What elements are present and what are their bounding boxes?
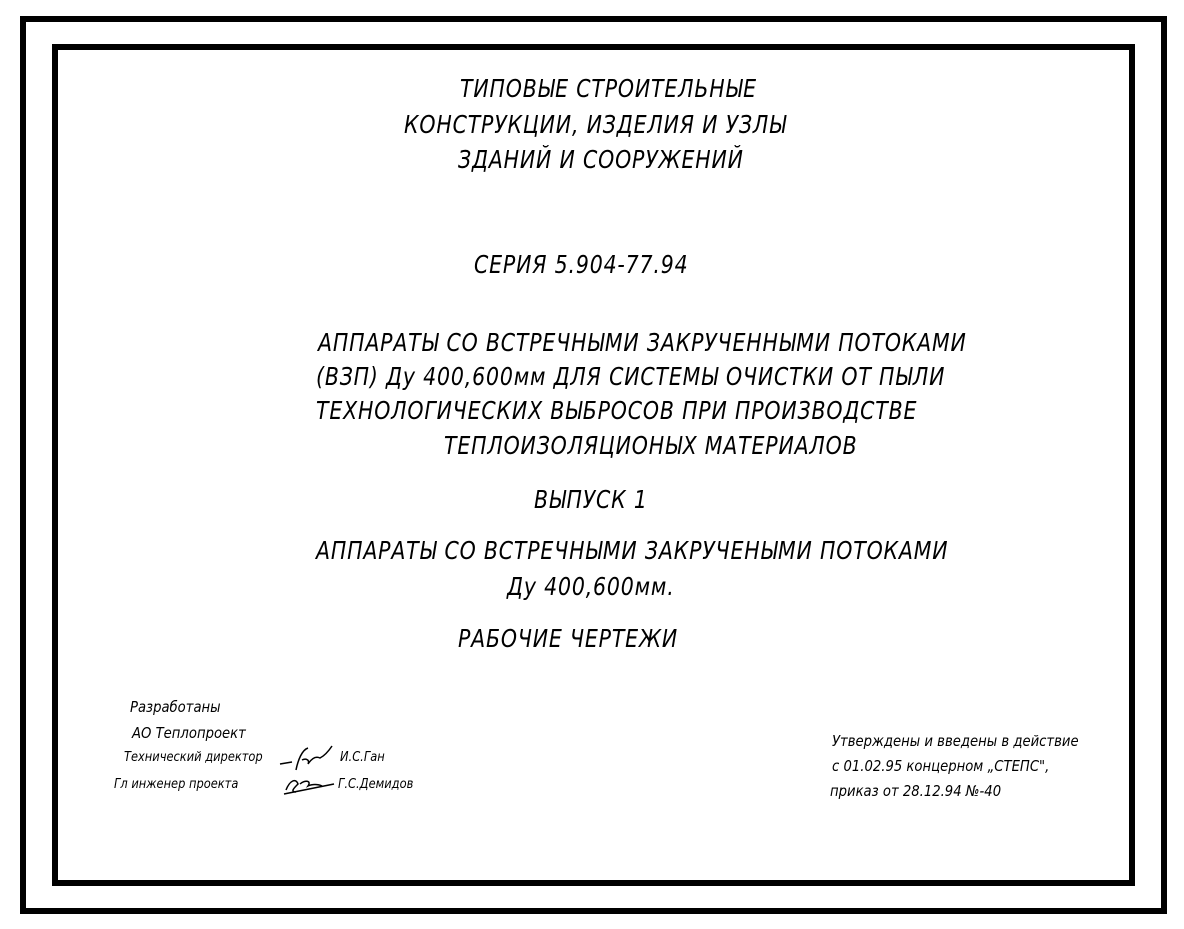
director-role: Технический директор (124, 750, 263, 765)
title-line-4: ТЕПЛОИЗОЛЯЦИОНЫХ МАТЕРИАЛОВ (444, 431, 858, 460)
series-number: СЕРИЯ 5.904-77.94 (474, 250, 689, 279)
subtitle-line-1: АППАРАТЫ СО ВСТРЕЧНЫМИ ЗАКРУЧЕНЫМИ ПОТОКАМИ (316, 536, 949, 565)
director-name: И.С.Ган (340, 750, 385, 765)
header-line-3: ЗДАНИЙ И СООРУЖЕНИЙ (458, 145, 744, 174)
engineer-signature-icon (282, 770, 340, 804)
title-line-1: АППАРАТЫ СО ВСТРЕЧНЫМИ ЗАКРУЧЕННЫМИ ПОТОКАМИ (318, 328, 967, 357)
header-line-1: ТИПОВЫЕ СТРОИТЕЛЬНЫЕ (460, 74, 757, 103)
developed-label: Разработаны (130, 698, 221, 716)
approval-line-3: приказ от 28.12.94 №-40 (830, 782, 1002, 800)
title-line-3: ТЕХНОЛОГИЧЕСКИХ ВЫБРОСОВ ПРИ ПРОИЗВОДСТВЕ (316, 396, 918, 425)
engineer-name: Г.С.Демидов (338, 777, 414, 792)
issue-label: ВЫПУСК 1 (534, 485, 648, 514)
approval-line-1: Утверждены и введены в действие (832, 732, 1079, 750)
title-line-2: (ВЗП) Ду 400,600мм ДЛЯ СИСТЕМЫ ОЧИСТКИ ОТ ПЫЛИ (316, 362, 946, 391)
header-line-2: КОНСТРУКЦИИ, ИЗДЕЛИЯ И УЗЛЫ (404, 110, 787, 139)
approval-line-2: с 01.02.95 концерном „СТЕПС", (832, 757, 1050, 775)
engineer-role: Гл инженер проекта (114, 777, 239, 792)
drawings-label: РАБОЧИЕ ЧЕРТЕЖИ (458, 624, 679, 653)
developer-org: АО Теплопроект (132, 724, 246, 742)
subtitle-line-2: Ду 400,600мм. (507, 572, 675, 601)
